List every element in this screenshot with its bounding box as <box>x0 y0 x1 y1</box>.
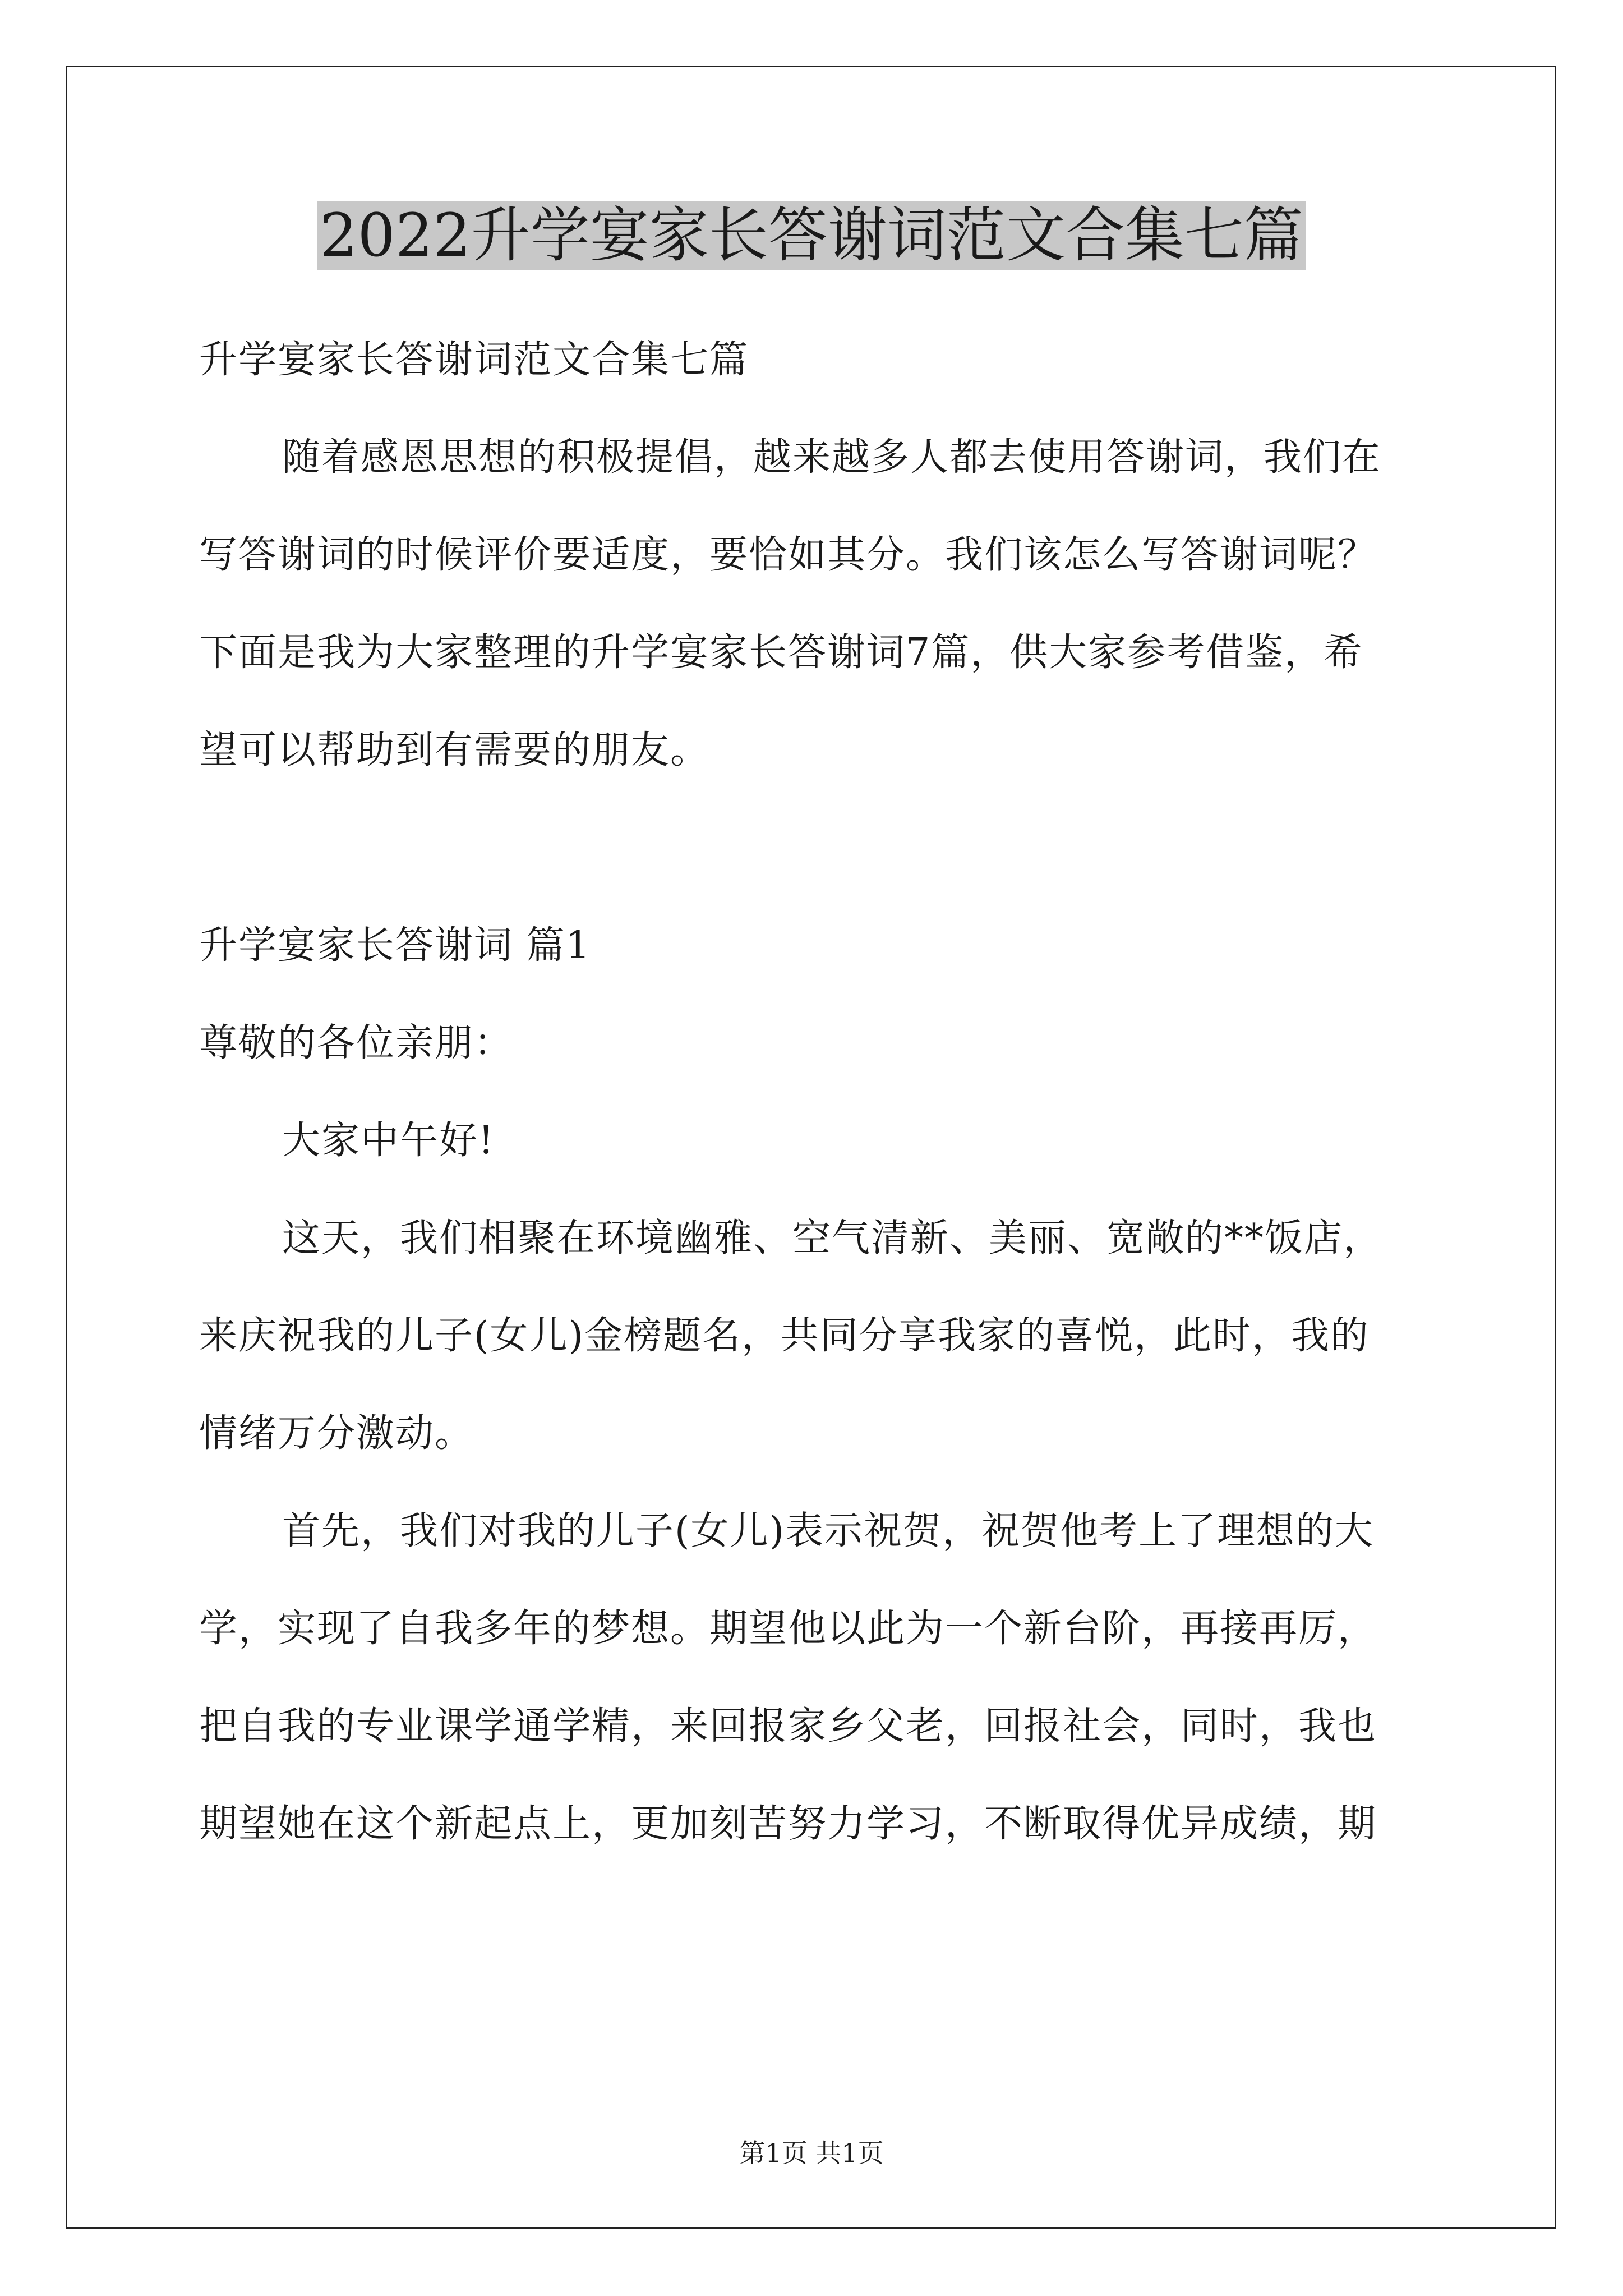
document-title <box>0 199 1623 272</box>
paragraph2-line-4: 期望她在这个新起点上，更加刻苦努力学习，不断取得优异成绩，期 <box>199 1802 1377 1846</box>
paragraph2-line-3: 把自我的专业课学通学精，来回报家乡父老，回报社会，同时，我也 <box>199 1704 1377 1749</box>
intro-line-2: 写答谢词的时候评价要适度，要恰如其分。我们该怎么写答谢词呢？ <box>199 533 1377 577</box>
subtitle: 升学宴家长答谢词范文合集七篇 <box>199 338 749 382</box>
spacer <box>199 799 1427 897</box>
intro-line-4: 望可以帮助到有需要的朋友。 <box>199 728 710 772</box>
document-title-text: 2022升学宴家长答谢词范文合集七篇 <box>317 201 1306 270</box>
intro-line-1: 随着感恩思想的积极提倡，越来越多人都去使用答谢词，我们在 <box>282 435 1382 480</box>
intro-line-3: 下面是我为大家整理的升学宴家长答谢词7篇，供大家参考借鉴，希 <box>199 631 1363 675</box>
document-body <box>199 311 1427 1873</box>
paragraph1-line-1: 这天，我们相聚在环境幽雅、空气清新、美丽、宽敞的**饭店， <box>282 1216 1383 1260</box>
paragraph1-line-3: 情绪万分激动。 <box>199 1411 474 1456</box>
greeting: 大家中午好! <box>282 1119 495 1163</box>
section-heading: 升学宴家长答谢词 篇1 <box>199 923 591 968</box>
paragraph2-line-1: 首先，我们对我的儿子(女儿)表示祝贺，祝贺他考上了理想的大 <box>282 1509 1375 1553</box>
salutation: 尊敬的各位亲朋： <box>199 1021 514 1065</box>
page-footer <box>0 2136 1623 2170</box>
paragraph1-line-2: 来庆祝我的儿子(女儿)金榜题名，共同分享我家的喜悦，此时，我的 <box>199 1314 1370 1358</box>
paragraph2-line-2: 学，实现了自我多年的梦想。期望他以此为一个新台阶，再接再厉， <box>199 1607 1377 1651</box>
page-number: 第1页 共1页 <box>739 2138 884 2168</box>
